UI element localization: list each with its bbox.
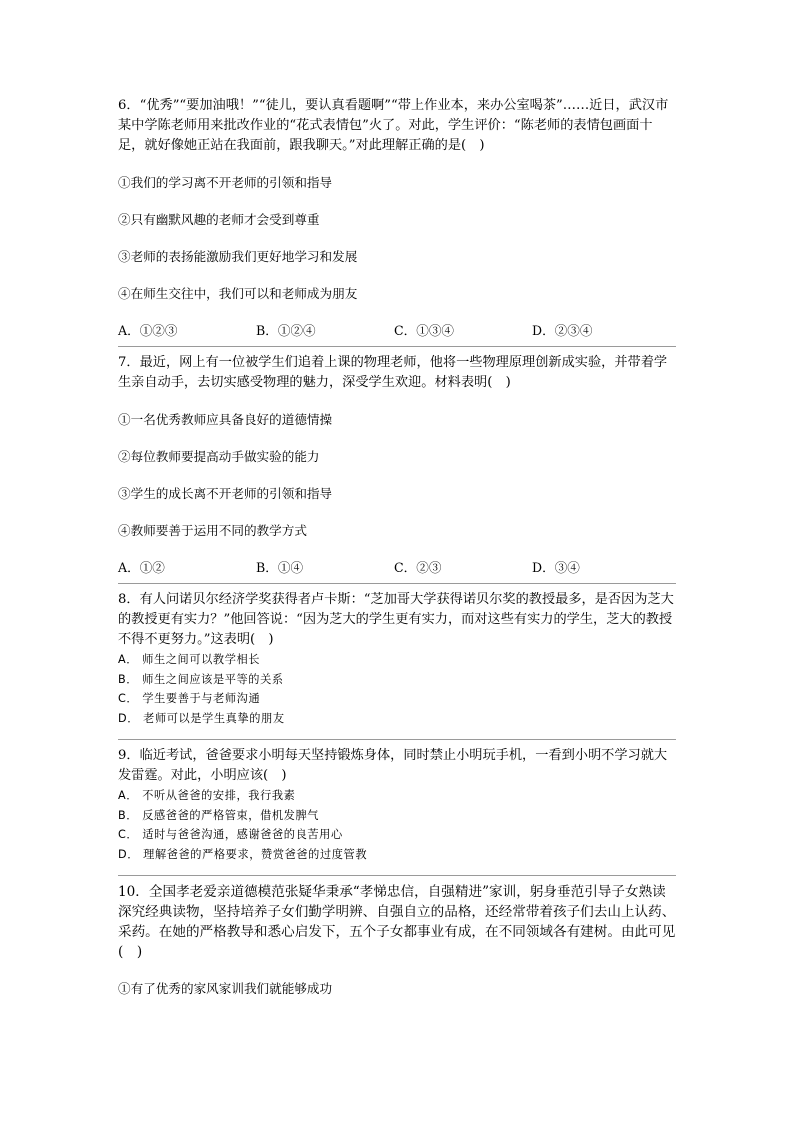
choice-a[interactable]: A． 不听从爸爸的安排，我行我素: [118, 789, 296, 802]
choice-a[interactable]: A．①②③: [118, 323, 178, 338]
statement-item: ①我们的学习离不开老师的引领和指导: [118, 175, 333, 190]
choice-d[interactable]: D．②③④: [532, 323, 593, 338]
choice-b[interactable]: B．①②④: [256, 323, 316, 338]
question-6: [118, 96, 676, 341]
answer-choices: [118, 321, 676, 341]
choice-c[interactable]: C．②③: [394, 560, 442, 575]
choice-b[interactable]: B． 师生之间应该是平等的关系: [118, 672, 284, 686]
statement-item: ③学生的成长离不开老师的引领和指导: [118, 486, 333, 501]
statement-item: ④在师生交往中，我们可以和老师成为朋友: [118, 286, 358, 301]
question-stem: 10．全国孝老爱亲道德模范张疑华秉承“孝悌忠信，自强精进”家训，躬身垂范引导子女熟读深究经典读物，坚持培养子女们勤学明辨、自强自立的品格，还经常带着孩子们去山上认药、采药。在她的严格教导和悉心启发下，五个子女都事业有成，在不同领域各有建树。由此可见( ): [118, 884, 676, 960]
question-divider: [118, 875, 676, 876]
choice-d[interactable]: D． 理解爸爸的严格要求，赞赏爸爸的过度管教: [118, 847, 368, 861]
question-stem: 7．最近，网上有一位被学生们追着上课的物理老师，他将一些物理原理创新成实验，并带着学生亲自动手，去切实感受物理的魅力，深受学生欢迎。材料表明( ): [118, 355, 668, 390]
question-divider: [118, 583, 676, 584]
choice-b[interactable]: B． 反感爸爸的严格管束，借机发脾气: [118, 808, 320, 822]
choice-c[interactable]: C．①③④: [394, 323, 455, 338]
statement-item: ④教师要善于运用不同的教学方式: [118, 523, 307, 538]
choice-c[interactable]: C． 适时与爸爸沟通，感谢爸爸的良苦用心: [118, 828, 343, 841]
question-stem: 6．“优秀”“要加油哦！”“徒儿，要认真看题啊”“带上作业本，来办公室喝茶”……近日，武汉市某中学陈老师用来批改作业的“花式表情包”火了。对此，学生评价：“陈老师的表情包画面十足，就好像她正站在我面前，跟我聊天。”对此理解正确的是( ): [118, 98, 669, 153]
choice-d[interactable]: D． 老师可以是学生真挚的朋友: [118, 711, 285, 725]
question-7: [118, 353, 676, 578]
question-10: [118, 882, 676, 999]
statement-item: ②每位教师要提高动手做实验的能力: [118, 449, 320, 464]
choice-b[interactable]: B．①④: [256, 560, 304, 575]
question-stem: 9．临近考试，爸爸要求小明每天坚持锻炼身体，同时禁止小明玩手机，一看到小明不学习就大发雷霆。对此，小明应该( ): [118, 748, 668, 783]
statement-item: ③老师的表扬能激励我们更好地学习和发展: [118, 249, 358, 264]
choice-d[interactable]: D．③④: [532, 560, 580, 575]
statement-item: ②只有幽默风趣的老师才会受到尊重: [118, 212, 320, 227]
question-8: [118, 590, 676, 728]
question-9: [118, 746, 676, 864]
choice-c[interactable]: C． 学生要善于与老师沟通: [118, 692, 261, 705]
statement-item: ①一名优秀教师应具备良好的道德情操: [118, 412, 333, 427]
exam-page: [118, 96, 676, 999]
choice-a[interactable]: A．①②: [118, 560, 165, 575]
question-divider: [118, 346, 676, 347]
answer-choices: [118, 558, 676, 578]
question-stem: 8．有人问诺贝尔经济学奖获得者卢卡斯：“芝加哥大学获得诺贝尔奖的教授最多，是否因为芝大的教授更有实力？”他回答说：“因为芝大的学生更有实力，而对这些有实力的学生，芝大的教授不得不更努力。”这表明( ): [118, 592, 674, 647]
question-divider: [118, 739, 676, 740]
statement-item: ①有了优秀的家风家训我们就能够成功: [118, 981, 333, 996]
choice-a[interactable]: A． 师生之间可以教学相长: [118, 653, 261, 666]
